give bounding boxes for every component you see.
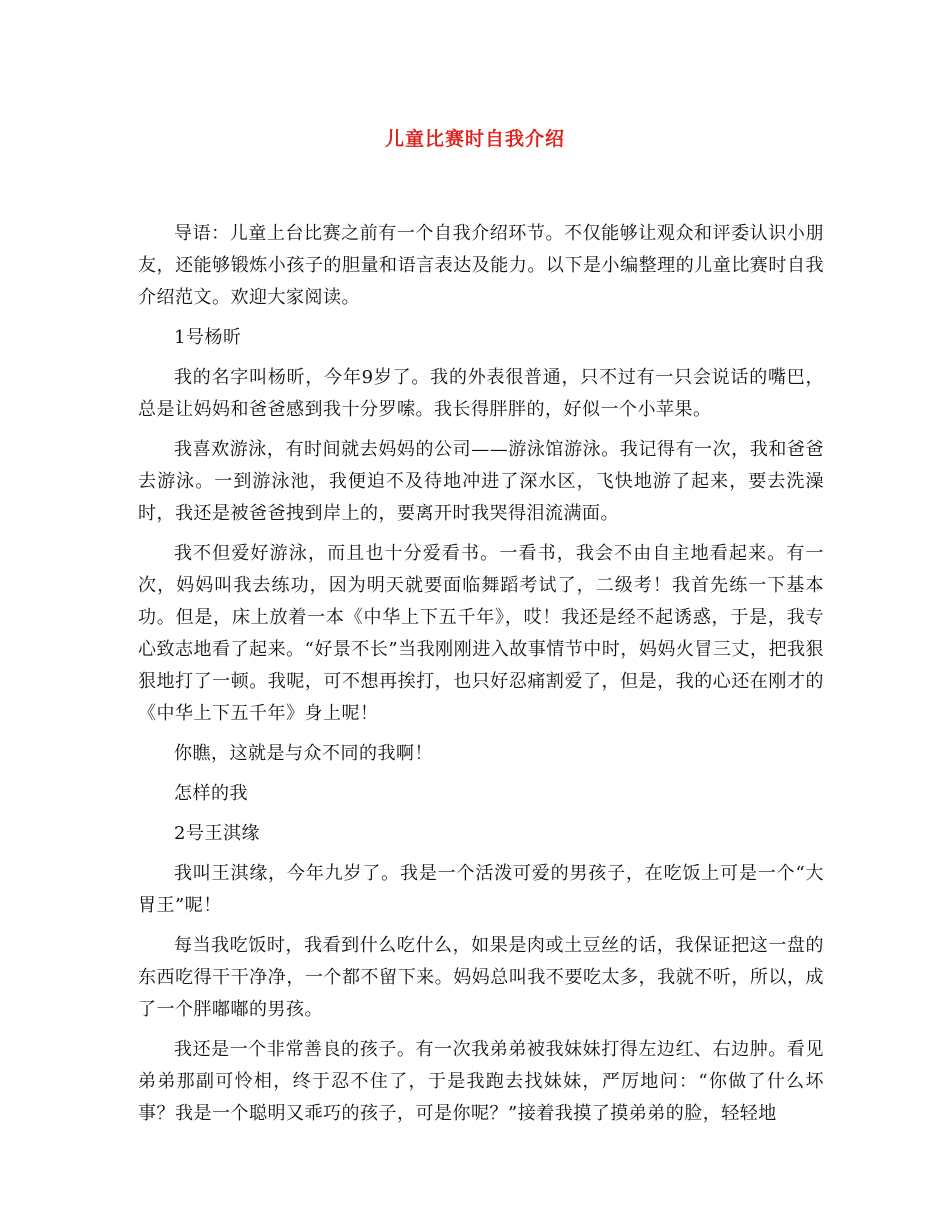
paragraph: 我喜欢游泳，有时间就去妈妈的公司——游泳馆游泳。我记得有一次，我和爸爸去游泳。一到游泳池，我便迫不及待地冲进了深水区，飞快地游了起来，要去洗澡时，我还是被爸爸拽到岸上的，要离开时我哭得泪流满面。 (138, 439, 824, 524)
paragraph-contestant-1-heading: 1号杨昕 (174, 327, 242, 348)
paragraph-intro: 导语：儿童上台比赛之前有一个自我介绍环节。不仅能够让观众和评委认识小朋友，还能够锻炼小孩子的胆量和语言表达及能力。以下是小编整理的儿童比赛时自我介绍范文。欢迎大家阅读。 (138, 223, 824, 308)
paragraph: 我还是一个非常善良的孩子。有一次我弟弟被我妹妹打得左边红、右边肿。看见弟弟那副可怜相，终于忍不住了，于是我跑去找妹妹，严厉地问：“你做了什么坏事？我是一个聪明又乖巧的孩子，可是你呢？”接着我摸了摸弟弟的脸，轻轻地 (138, 1039, 824, 1124)
paragraph: 我叫王淇缘，今年九岁了。我是一个活泼可爱的男孩子，在吃饭上可是一个“大胃王”呢！ (138, 863, 824, 916)
paragraph-section-heading: 怎样的我 (174, 783, 248, 804)
paragraph: 我不但爱好游泳，而且也十分爱看书。一看书，我会不由自主地看起来。有一次，妈妈叫我去练功，因为明天就要面临舞蹈考试了，二级考！我首先练一下基本功。但是，床上放着一本《中华上下五千年》，哎！我还是经不起诱惑，于是，我专心致志地看了起来。“好景不长”当我刚刚进入故事情节中时，妈妈火冒三丈，把我狠狠地打了一顿。我呢，可不想再挨打，也只好忍痛割爱了，但是，我的心还在刚才的《中华上下五千年》身上呢！ (138, 543, 824, 724)
document-body (138, 218, 824, 1138)
paragraph: 你瞧，这就是与众不同的我啊！ (174, 743, 433, 764)
paragraph: 每当我吃饭时，我看到什么吃什么，如果是肉或土豆丝的话，我保证把这一盘的东西吃得干干净净，一个都不留下来。妈妈总叫我不要吃太多，我就不听，所以，成了一个胖嘟嘟的男孩。 (138, 935, 824, 1020)
paragraph: 我的名字叫杨昕，今年9岁了。我的外表很普通，只不过有一只会说话的嘴巴，总是让妈妈和爸爸感到我十分罗嗦。我长得胖胖的，好似一个小苹果。 (138, 367, 824, 420)
paragraph-contestant-2-heading: 2号王淇缘 (174, 823, 260, 844)
document-title: 儿童比赛时自我介绍 (384, 128, 565, 150)
